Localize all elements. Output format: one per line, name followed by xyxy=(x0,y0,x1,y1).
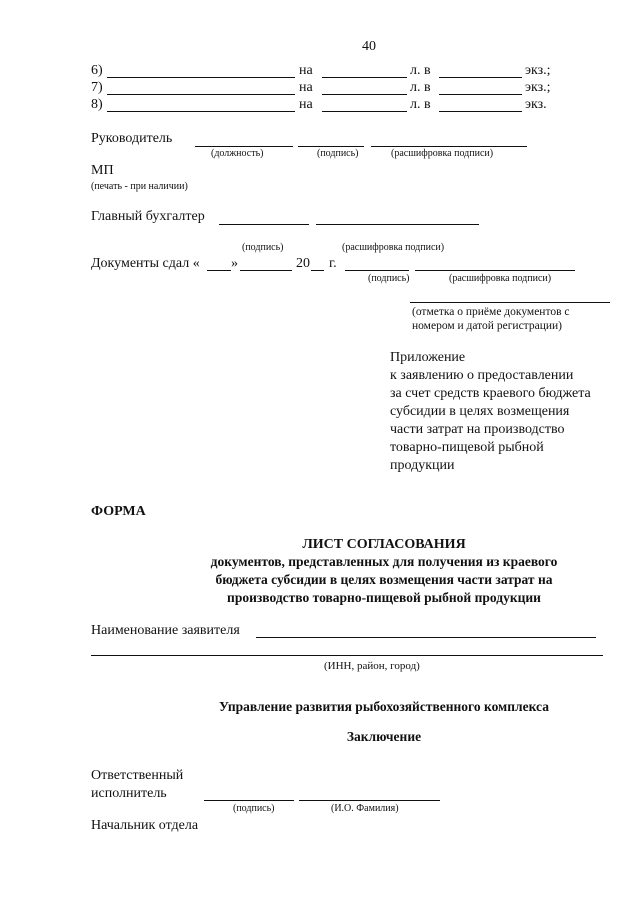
responsible-caption-fio: (И.О. Фамилия) xyxy=(331,803,399,814)
year-blank xyxy=(311,270,324,271)
submitter-decode-blank xyxy=(415,270,575,271)
appendix-line: за счет средств краевого бюджета xyxy=(390,386,591,401)
receipt-blank xyxy=(410,302,610,303)
copies-blank xyxy=(439,77,522,78)
ex-label: экз. xyxy=(525,97,547,112)
copy-number: 8) xyxy=(91,97,103,112)
responsible-label-line1: Ответственный xyxy=(91,768,184,783)
conclusion-heading: Заключение xyxy=(346,729,422,744)
head-of-department-label: Начальник отдела xyxy=(91,818,199,833)
applicant-blank xyxy=(256,637,596,638)
head-label: Руководитель xyxy=(91,131,173,146)
sheet-subtitle-line: бюджета субсидии в целях возмещения части затрат на xyxy=(215,572,553,587)
sheet-title: ЛИСТ СОГЛАСОВАНИЯ xyxy=(302,537,466,552)
sheets-label: л. в xyxy=(410,80,431,95)
appendix-line: части затрат на производство xyxy=(390,422,565,437)
sheets-blank xyxy=(322,77,407,78)
responsible-label-line2: исполнитель xyxy=(91,786,167,801)
chief-accountant-label: Главный бухгалтер xyxy=(91,209,205,224)
on-label: на xyxy=(299,80,313,95)
responsible-fio-blank xyxy=(299,800,440,801)
ex-label: экз.; xyxy=(525,80,551,95)
mp-note: (печать - при наличии) xyxy=(91,181,188,192)
sheets-label: л. в xyxy=(410,97,431,112)
day-blank xyxy=(207,270,231,271)
caption-decode: (расшифровка подписи) xyxy=(391,148,494,159)
title-blank xyxy=(107,94,295,95)
appendix-line: к заявлению о предоставлении xyxy=(390,368,574,383)
submitter-signature-blank xyxy=(345,270,409,271)
sheets-blank xyxy=(322,94,407,95)
copies-blank xyxy=(439,94,522,95)
appendix-line: субсидии в целях возмещения xyxy=(390,404,570,419)
title-blank xyxy=(107,111,295,112)
responsible-caption-signature: (подпись) xyxy=(233,803,275,814)
chief-signature-blank xyxy=(219,224,309,225)
position-blank xyxy=(195,146,293,147)
sheet-subtitle-line: производство товарно-пищевой рыбной продукции xyxy=(227,590,541,605)
copies-blank xyxy=(439,111,522,112)
on-label: на xyxy=(299,97,313,112)
decode-blank xyxy=(371,146,527,147)
month-blank xyxy=(240,270,292,271)
applicant-label: Наименование заявителя xyxy=(91,623,240,638)
applicant-blank-2 xyxy=(91,655,603,656)
submitter-caption-signature: (подпись) xyxy=(368,273,410,284)
department-heading: Управление развития рыбохозяйственного комплекса xyxy=(219,699,549,714)
appendix-line: продукции xyxy=(390,458,455,473)
docs-submitted-mid: » xyxy=(231,256,238,271)
title-blank xyxy=(107,77,295,78)
on-label: на xyxy=(299,63,313,78)
chief-decode-blank xyxy=(316,224,479,225)
caption-signature: (подпись) xyxy=(317,148,359,159)
appendix-line: товарно-пищевой рыбной xyxy=(390,440,544,455)
receipt-note-line2: номером и датой регистрации) xyxy=(412,320,562,332)
sheets-label: л. в xyxy=(410,63,431,78)
copy-number: 6) xyxy=(91,63,103,78)
responsible-signature-blank xyxy=(204,800,294,801)
sheets-blank xyxy=(322,111,407,112)
signature-blank xyxy=(298,146,364,147)
docs-submitted-prefix: Документы сдал « xyxy=(91,256,200,271)
mp-label: МП xyxy=(91,163,114,178)
docs-submitted-suffix: г. xyxy=(329,256,337,271)
chief-caption-decode: (расшифровка подписи) xyxy=(342,242,445,253)
ex-label: экз.; xyxy=(525,63,551,78)
appendix-line: Приложение xyxy=(390,350,466,365)
applicant-caption: (ИНН, район, город) xyxy=(324,660,420,672)
caption-position: (должность) xyxy=(211,148,264,159)
chief-caption-signature: (подпись) xyxy=(242,242,284,253)
docs-submitted-year: 20 xyxy=(296,256,310,271)
receipt-note-line1: (отметка о приёме документов с xyxy=(412,306,570,318)
sheet-subtitle-line: документов, представленных для получения из краевого xyxy=(210,554,558,569)
page-number: 40 xyxy=(362,39,376,54)
submitter-caption-decode: (расшифровка подписи) xyxy=(449,273,552,284)
form-label: ФОРМА xyxy=(91,504,146,519)
copy-number: 7) xyxy=(91,80,103,95)
